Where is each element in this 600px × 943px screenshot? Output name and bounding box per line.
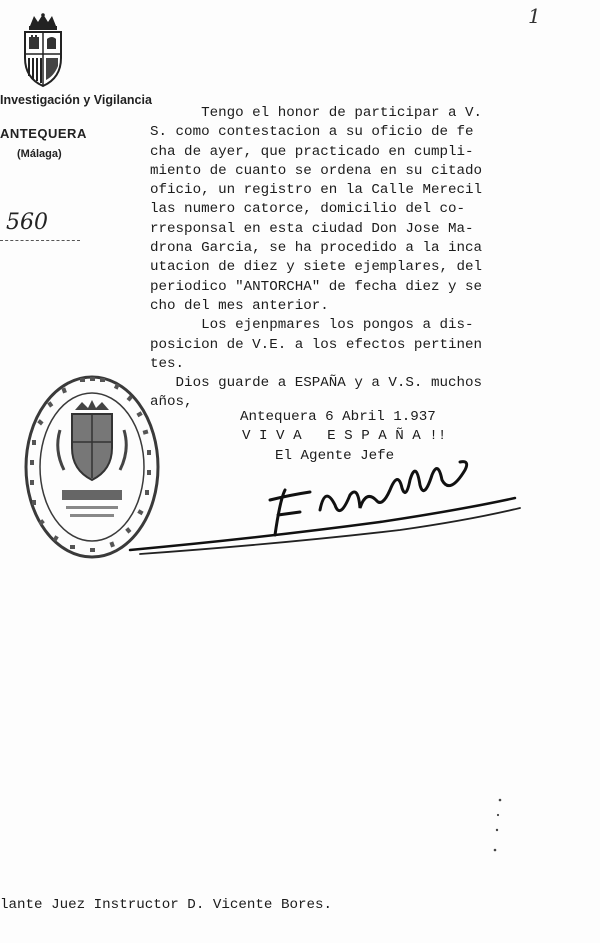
body-line: las numero catorce, domicilio del co-: [150, 201, 466, 218]
town-name: ANTEQUERA: [0, 126, 87, 141]
body-line: S. como contestacion a su oficio de fe: [150, 124, 474, 141]
department-name: Investigación y Vigilancia: [0, 93, 152, 107]
coat-of-arms-icon: [16, 12, 70, 88]
body-line: oficio, un registro en la Calle Merecil: [150, 182, 483, 199]
registry-number: 560: [6, 210, 48, 235]
handwritten-signature: [120, 440, 540, 560]
body-line: posicion de V.E. a los efectos pertinen: [150, 336, 483, 353]
body-line: drona Garcia, se ha procedido a la inca: [150, 240, 483, 257]
body-line: Dios guarde a ESPAÑA y a V.S. muchos: [150, 375, 483, 392]
body-line: cho del mes anterior.: [150, 297, 329, 314]
viva-line: V I V A E S P A Ñ A !!: [242, 428, 447, 445]
letterhead: [0, 0, 170, 170]
body-line: Los ejenpmares los pongos a dis-: [150, 317, 474, 334]
province-name: (Málaga): [17, 148, 62, 160]
body-line: miento de cuanto se ordena en su citado: [150, 162, 483, 179]
body-line: utacion de diez y siete ejemplares, del: [150, 259, 483, 276]
registry-underline: [0, 240, 80, 241]
body-line: Tengo el honor de participar a V.: [150, 105, 483, 121]
addressee-line: lante Juez Instructor D. Vicente Bores.: [0, 897, 333, 913]
body-line: tes.: [150, 355, 185, 372]
place-date: Antequera 6 Abril 1.937: [240, 409, 436, 425]
ink-specks: [480, 790, 520, 860]
page-mark: 1: [528, 4, 541, 28]
agent-title: El Agente Jefe: [275, 447, 395, 464]
letter-body: [150, 104, 595, 413]
body-line: periodico "ANTORCHA" de fecha diez y se: [150, 278, 483, 295]
body-line: años,: [150, 394, 193, 411]
body-line: rresponsal en esta ciudad Don Jose Ma-: [150, 220, 474, 237]
body-line: cha de ayer, que practicado en cumpli-: [150, 143, 474, 160]
